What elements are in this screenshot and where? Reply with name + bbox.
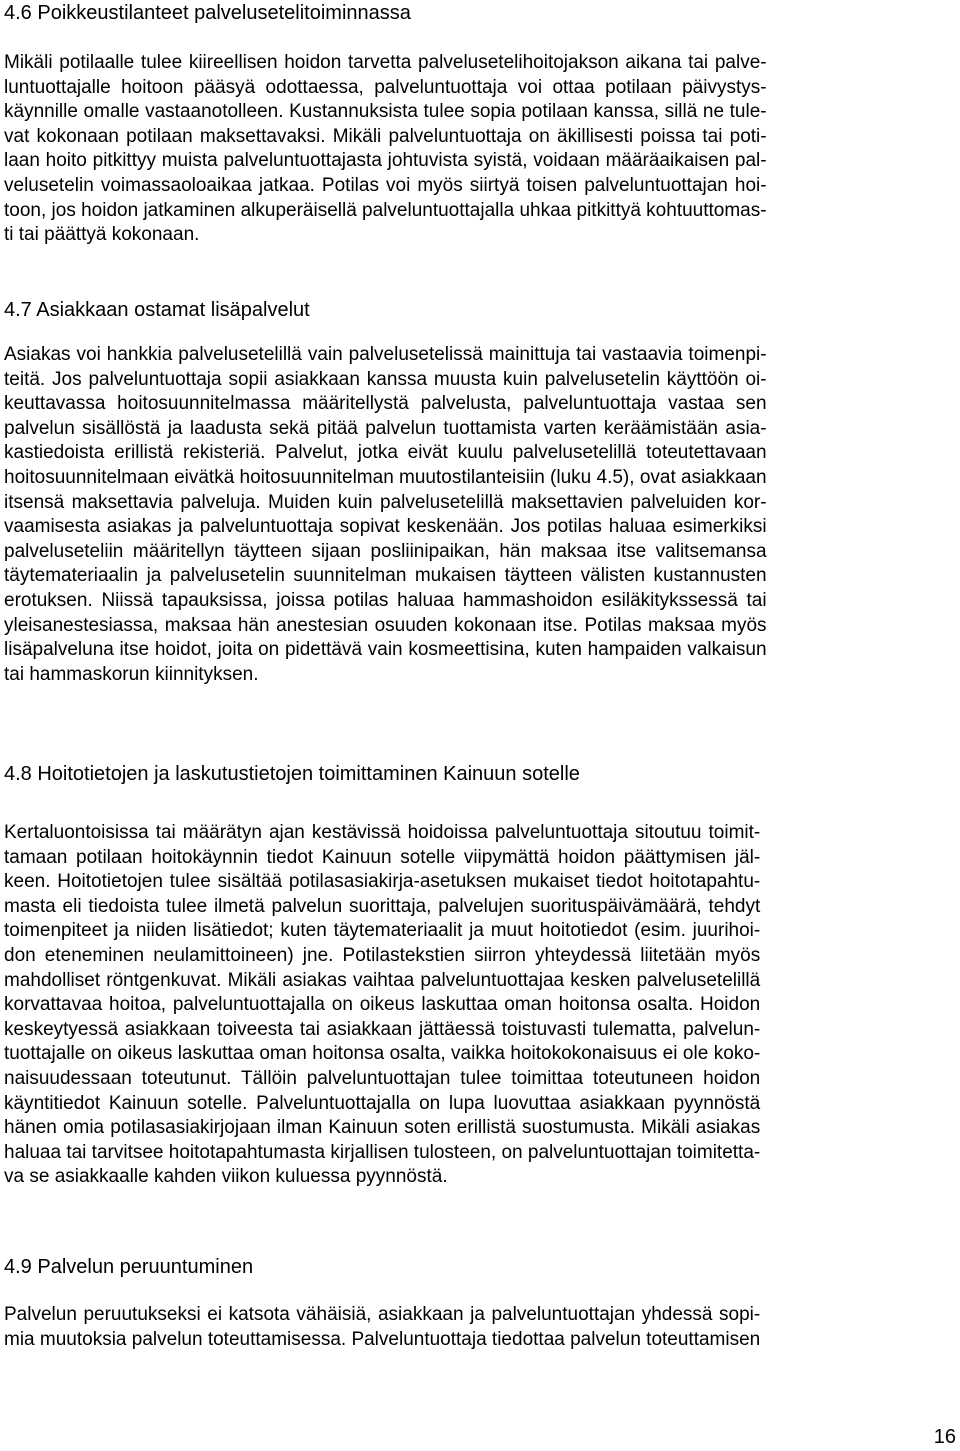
text-line: tuottajalle on oikeus laskuttaa oman hoitonsa osalta, vaikka hoitokokonaisuus ei ole koko- — [4, 1043, 761, 1065]
text-line: toon, jos hoidon jatkaminen alkuperäisellä palveluntuottajalla uhkaa pitkittyä kohtuuttomas- — [4, 199, 767, 221]
text-line: vaamisesta asiakas ja palveluntuottaja sopivat keskenään. Jos potilas haluaa esimerkiksi — [4, 516, 767, 538]
text-line: Palvelun peruutukseksi ei katsota vähäisiä, asiakkaan ja palveluntuottajan yhdessä sopi- — [4, 1304, 761, 1325]
section-heading-4-9: 4.9 Palvelun peruuntuminen — [4, 1256, 254, 1278]
text-line: keuttavassa hoitosuunnitelmassa määritellystä palvelusta, palveluntuottaja vastaa sen — [4, 393, 767, 415]
text-line: tai hammaskorun kiinnityksen. — [4, 663, 259, 685]
page-number: 16 — [933, 1426, 956, 1448]
text-line: hoitosuunnitelmaan eivätkä hoitosuunnitelman muutostilanteisiin (luku 4.5), ovat asiakkaan — [4, 466, 767, 488]
text-line: velusetelin voimassaoloaikaa jatkaa. Potilas voi myös siirtyä toisen palveluntuottajan hoi- — [4, 174, 767, 196]
section-body-4-9 — [4, 1303, 760, 1352]
text-line: palveluseteliin määritellyn täytteen sijaan posliinipaikan, hän maksaa itse valitsemansa — [4, 540, 767, 562]
section-heading-4-6: 4.6 Poikkeustilanteet palvelusetelitoiminnassa — [4, 2, 411, 24]
text-line: mia muutoksia palvelun toteuttamisessa. Palveluntuottaja tiedottaa palvelun toteuttamisen — [4, 1328, 761, 1350]
text-line: vat kokonaan potilaan maksettavaksi. Mikäli palveluntuottaja on äkillisesti poissa tai poti- — [4, 125, 767, 147]
text-line: käyntitiedot Kainuun sotelle. Palveluntuottajalla on lupa luovuttaa asiakkaan pyynnöstä — [4, 1092, 761, 1114]
text-line: täytemateriaalin ja palvelusetelin suunnitelman mukaisen täytteen välisten kustannusten — [4, 565, 767, 587]
text-line: kastiedoista erillistä rekisteriä. Palvelut, jotka eivät kuulu palvelusetelillä toteutettavaan — [4, 442, 767, 464]
text-line: laan hoito pitkittyy muista palveluntuottajasta johtuvista syistä, voidaan määräaikaisen pal- — [4, 150, 767, 172]
section-body-4-7 — [4, 343, 767, 687]
text-line: va se asiakkaalle kahden viikon kuluessa pyynnöstä. — [4, 1166, 448, 1188]
text-line: don eteneminen neulamittoineen) jne. Potilastekstien siirron yhteydessä liitetään myös — [4, 944, 761, 966]
text-line: ti tai päättyä kokonaan. — [4, 224, 200, 246]
text-line: toimenpiteet ja niiden lisätiedot; kuten täytemateriaalit ja muut hoitotiedot (esim. juurihoi- — [4, 920, 761, 942]
text-line: haluaa tai tarvitsee hoitotapahtumasta kirjallisen tulosteen, on palveluntuottajan toimitetta- — [4, 1141, 761, 1163]
section-heading-4-8: 4.8 Hoitotietojen ja laskutustietojen toimittaminen Kainuun sotelle — [4, 763, 580, 785]
text-line: lisäpalveluna itse hoidot, joita on pidettävä vain kosmeettisina, kuten hampaiden valkaisun — [4, 639, 767, 661]
section-body-4-6 — [4, 51, 767, 248]
text-line: keen. Hoitotietojen tulee sisältää potilasasiakirja-asetuksen mukaiset tiedot hoitotapahtu- — [4, 871, 761, 893]
text-line: tamaan potilaan hoitokäynnin tiedot Kainuun sotelle viipymättä hoidon päättymisen jäl- — [4, 846, 761, 868]
text-line: erotuksen. Niissä tapauksissa, joissa potilas haluaa hammashoidon esiläkitykssessä tai — [4, 589, 767, 611]
text-line: itsensä maksettavia palveluja. Muiden kuin palvelusetelillä maksettavien palveluiden kor- — [4, 491, 767, 513]
text-line: keskeytyessä asiakkaan toiveesta tai asiakkaan jättäessä toistuvasti tulematta, palvelun- — [4, 1018, 761, 1040]
text-line: käynnille omalle vastaanotolleen. Kustannuksista tulee sopia potilaan kanssa, sillä ne tule- — [4, 101, 767, 123]
section-heading-4-7: 4.7 Asiakkaan ostamat lisäpalvelut — [4, 299, 310, 321]
text-line: Asiakas voi hankkia palvelusetelillä vain palvelusetelissä mainittuja tai vastaavia toimenpi- — [4, 344, 767, 365]
text-line: teitä. Jos palveluntuottaja sopii asiakkaan kanssa muusta kuin palvelusetelin käyttöön oi- — [4, 368, 767, 390]
text-line: masta eli tiedoista tulee ilmetä palvelun suorittaja, palvelujen suorituspäivämäärä, tehdyt — [4, 895, 761, 917]
text-line: hänen omia potilasasiakirjojaan ilman Kainuun soten erillistä suostumusta. Mikäli asiakas — [4, 1117, 761, 1139]
text-line: Mikäli potilaalle tulee kiireellisen hoidon tarvetta palvelusetelihoitojakson aikana tai palve- — [4, 52, 767, 73]
section-body-4-8 — [4, 821, 760, 1190]
text-line: korvattavaa hoitoa, palveluntuottajalla on oikeus laskuttaa oman hoitonsa osalta. Hoidon — [4, 994, 761, 1016]
text-line: palvelun sisällöstä ja laadusta sekä pitää palvelun tuottamista varten keräämistään asia- — [4, 417, 767, 439]
text-line: yleisanestesiassa, maksaa hän anestesian osuuden kokonaan itse. Potilas maksaa myös — [4, 614, 767, 636]
text-line: mahdolliset röntgenkuvat. Mikäli asiakas vaihtaa palveluntuottajaa kesken palvelusetelillä — [4, 969, 761, 991]
text-line: luntuottajalle hoitoon pääsyä odottaessa, palveluntuottaja voi ottaa potilaan päivystys- — [4, 76, 767, 98]
text-line: Kertaluontoisissa tai määrätyn ajan kestävissä hoidoissa palveluntuottaja sitoutuu toimit- — [4, 822, 761, 843]
text-line: naisuudessaan toteutunut. Tällöin palveluntuottajan tulee toimittaa toteutuneen hoidon — [4, 1067, 761, 1089]
